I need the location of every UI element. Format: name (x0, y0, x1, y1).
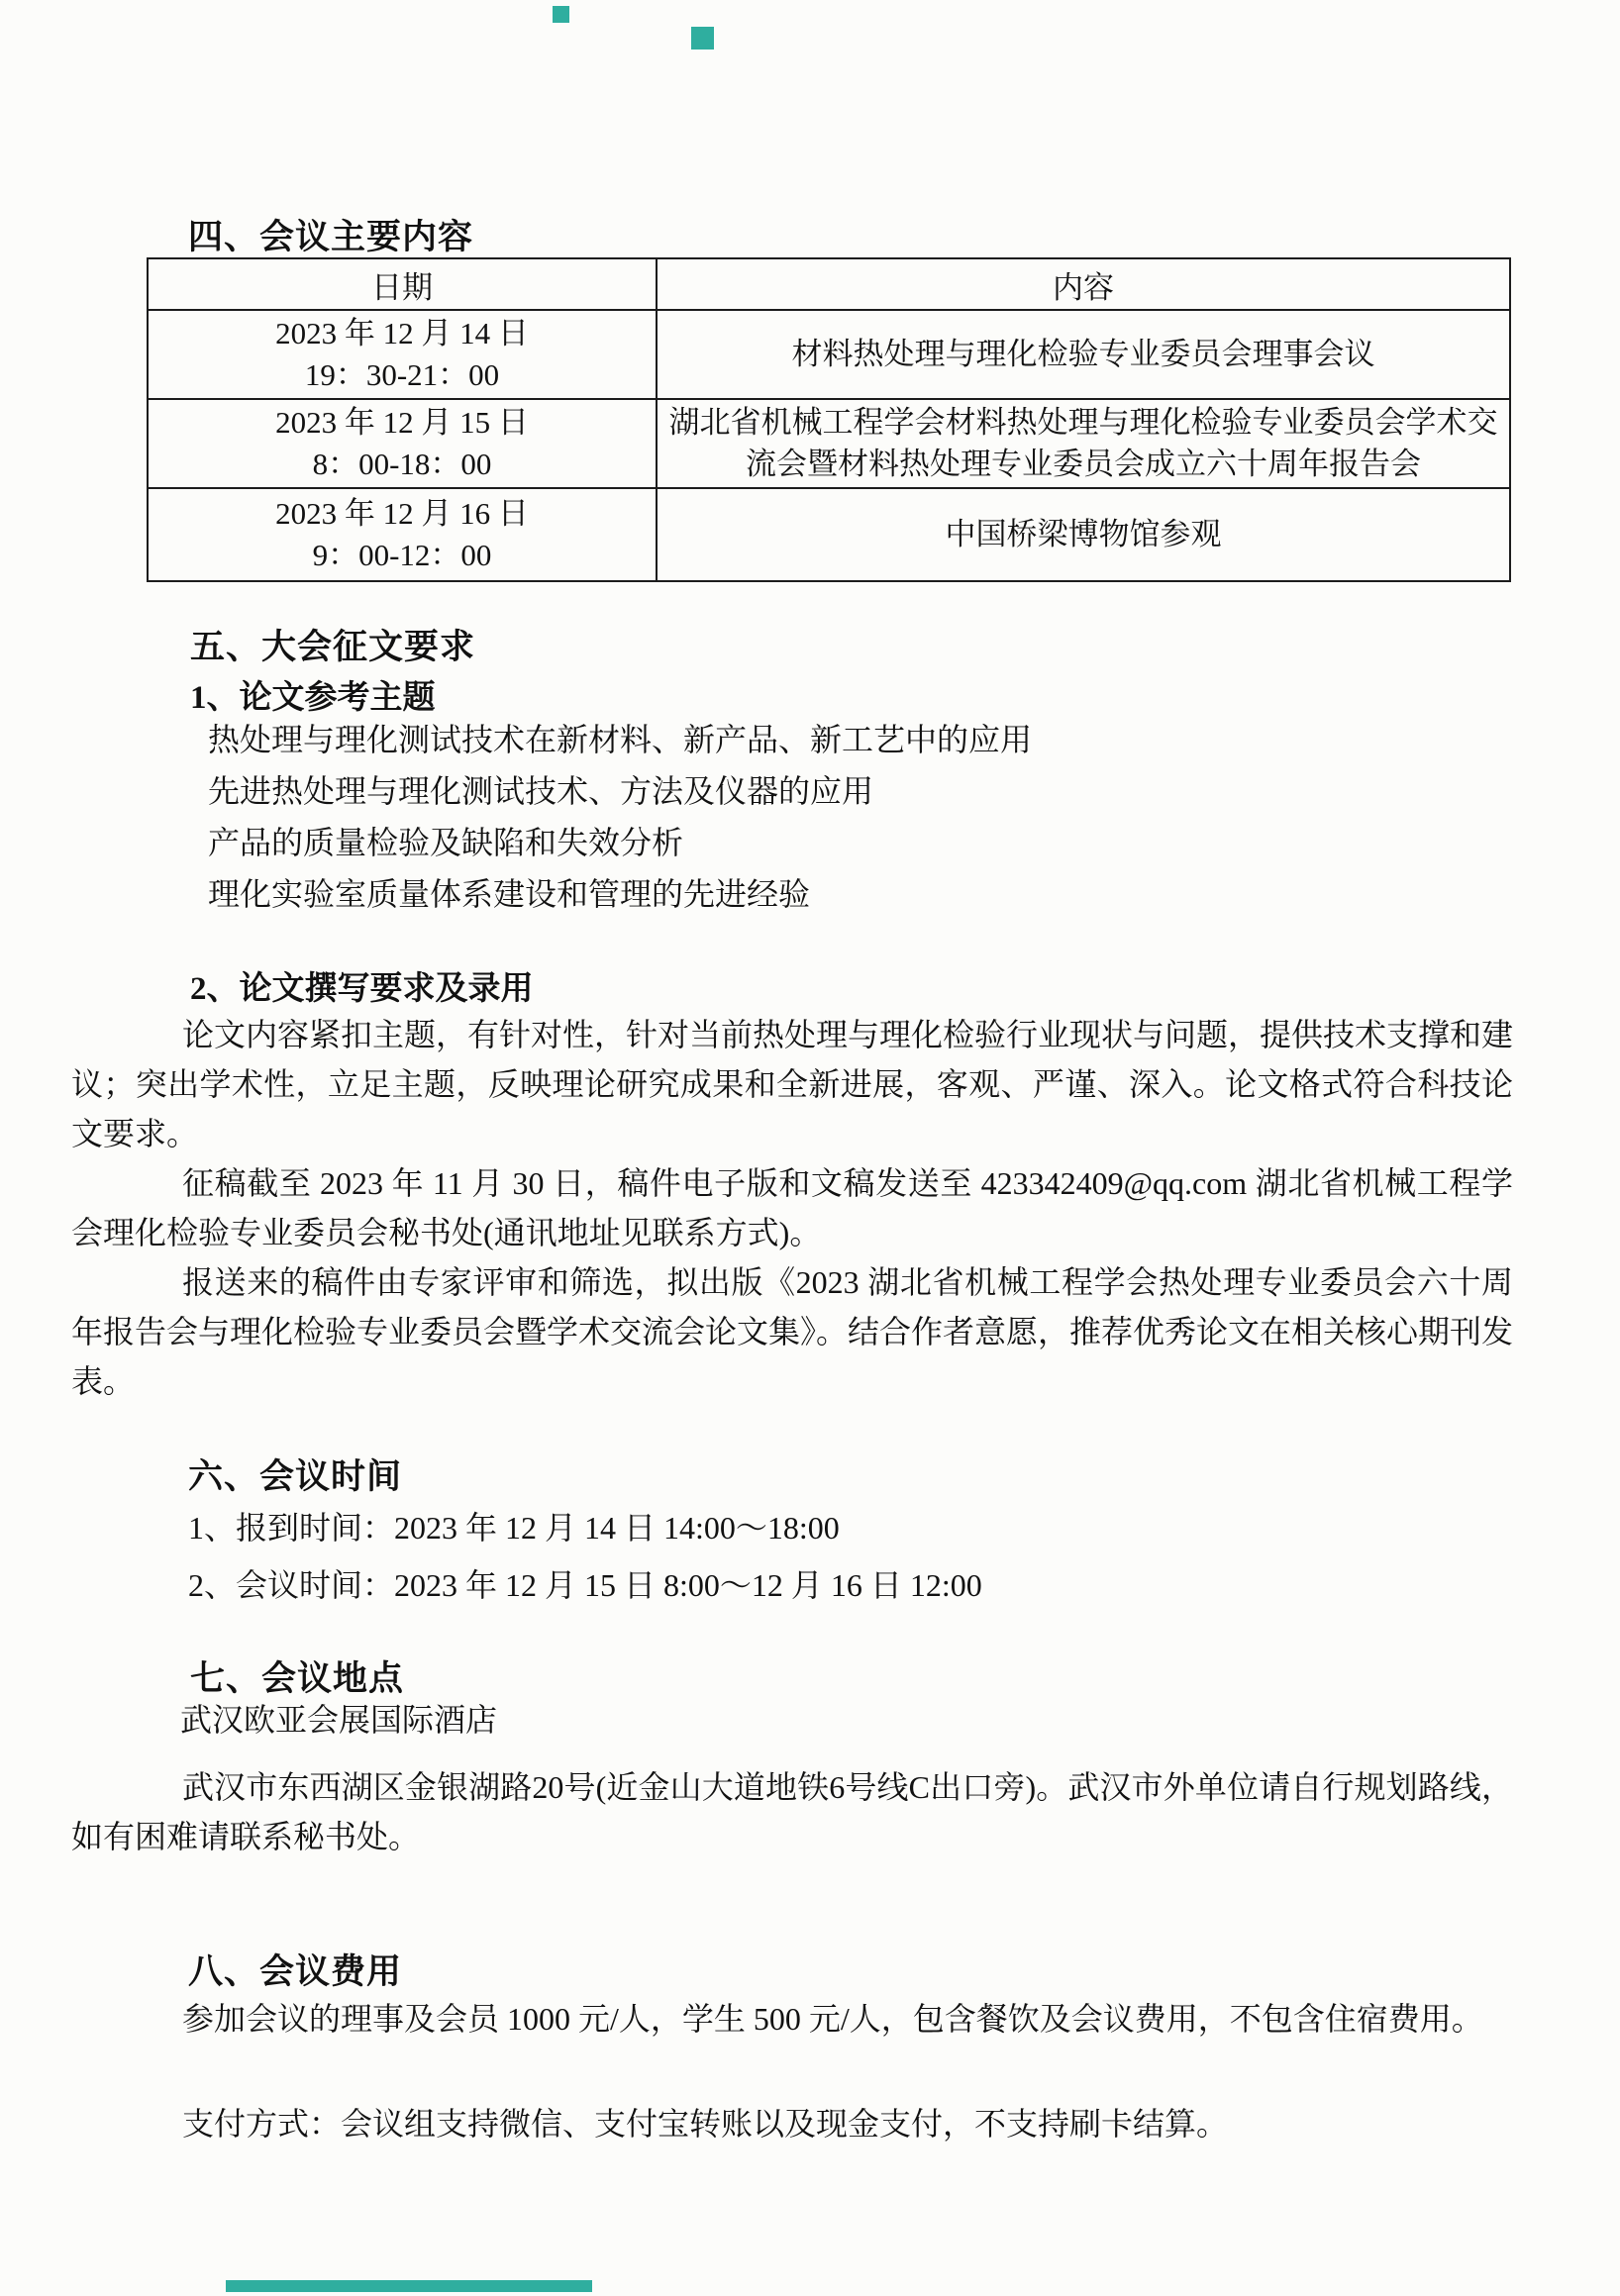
section8-title: 八、会议费用 (188, 1952, 403, 1991)
section4-title: 四、会议主要内容 (188, 218, 474, 256)
section5-title: 五、大会征文要求 (190, 628, 476, 666)
section7-title: 七、会议地点 (190, 1659, 405, 1698)
table-header-content: 内容 (657, 258, 1510, 310)
topic-line: 产品的质量检验及缺陷和失效分析 (208, 825, 684, 860)
section5-paragraphs (71, 1010, 1513, 1406)
scan-mark-bottom-bar (226, 2280, 592, 2292)
topic-line: 理化实验室质量体系建设和管理的先进经验 (208, 876, 811, 912)
table-cell-date (148, 399, 657, 488)
topic-line: 先进热处理与理化测试技术、方法及仪器的应用 (208, 773, 874, 809)
section7-paragraphs (71, 1762, 1513, 1861)
paragraph: 报送来的稿件由专家评审和筛选，拟出版《2023 湖北省机械工程学会热处理专业委员会六十周年报告会与理化检验专业委员会暨学术交流会论文集》。结合作者意愿，推荐优秀论文在相关核心期刊发表。 (71, 1264, 1514, 1399)
table-cell-date (148, 310, 657, 399)
scan-mark-top-1 (553, 6, 569, 23)
date-text: 2023 年 12 月 14 日 (275, 316, 529, 350)
paragraph: 参加会议的理事及会员 1000 元/人，学生 500 元/人，包含餐饮及会议费用，不包含住宿费用。 (182, 2001, 1483, 2037)
time-text: 19：30-21：00 (304, 357, 500, 392)
table-row (148, 488, 1510, 581)
table-cell-date (148, 488, 657, 581)
section8-paragraph-1 (71, 1994, 1513, 2044)
paragraph: 支付方式：会议组支持微信、支付宝转账以及现金支付，不支持刷卡结算。 (182, 2106, 1229, 2142)
section6-item1: 1、报到时间：2023 年 12 月 14 日 14:00～18:00 (188, 1510, 840, 1546)
section5-sub1-title: 1、论文参考主题 (190, 680, 436, 716)
date-text: 2023 年 12 月 15 日 (275, 405, 529, 440)
topic-line: 热处理与理化测试技术在新材料、新产品、新工艺中的应用 (208, 722, 1033, 757)
table-cell-content: 材料热处理与理化检验专业委员会理事会议 (657, 310, 1510, 399)
table-cell-content: 中国桥梁博物馆参观 (657, 488, 1510, 581)
section8-paragraph-2 (71, 2099, 1513, 2148)
section6-title: 六、会议时间 (188, 1457, 403, 1496)
table-row (148, 310, 1510, 399)
time-text: 9：00-12：00 (312, 538, 492, 572)
table-header-date: 日期 (148, 258, 657, 310)
scan-mark-top-2 (691, 27, 714, 50)
date-text: 2023 年 12 月 16 日 (275, 496, 529, 531)
table-row (148, 399, 1510, 488)
section7-venue: 武汉欧亚会展国际酒店 (180, 1702, 498, 1738)
section5-sub2-title: 2、论文撰写要求及录用 (190, 971, 534, 1007)
section6-item2: 2、会议时间：2023 年 12 月 15 日 8:00～12 月 16 日 12:00 (188, 1567, 982, 1603)
meeting-schedule-table (147, 257, 1511, 582)
paragraph: 征稿截至 2023 年 11 月 30 日，稿件电子版和文稿发送至 423342409@qq.com 湖北省机械工程学会理化检验专业委员会秘书处(通讯地址见联系方式)。 (71, 1165, 1513, 1250)
table-header-row (148, 258, 1510, 310)
paragraph: 论文内容紧扣主题，有针对性，针对当前热处理与理化检验行业现状与问题，提供技术支撑和建议；突出学术性，立足主题，反映理论研究成果和全新进展，客观、严谨、深入。论文格式符合科技论文要求。 (71, 1017, 1514, 1151)
table-cell-content: 湖北省机械工程学会材料热处理与理化检验专业委员会学术交流会暨材料热处理专业委员会成立六十周年报告会 (657, 399, 1510, 488)
time-text: 8：00-18：00 (312, 447, 492, 481)
paragraph: 武汉市东西湖区金银湖路20号(近金山大道地铁6号线C出口旁)。武汉市外单位请自行规划路线，如有困难请联系秘书处。 (71, 1769, 1513, 1854)
